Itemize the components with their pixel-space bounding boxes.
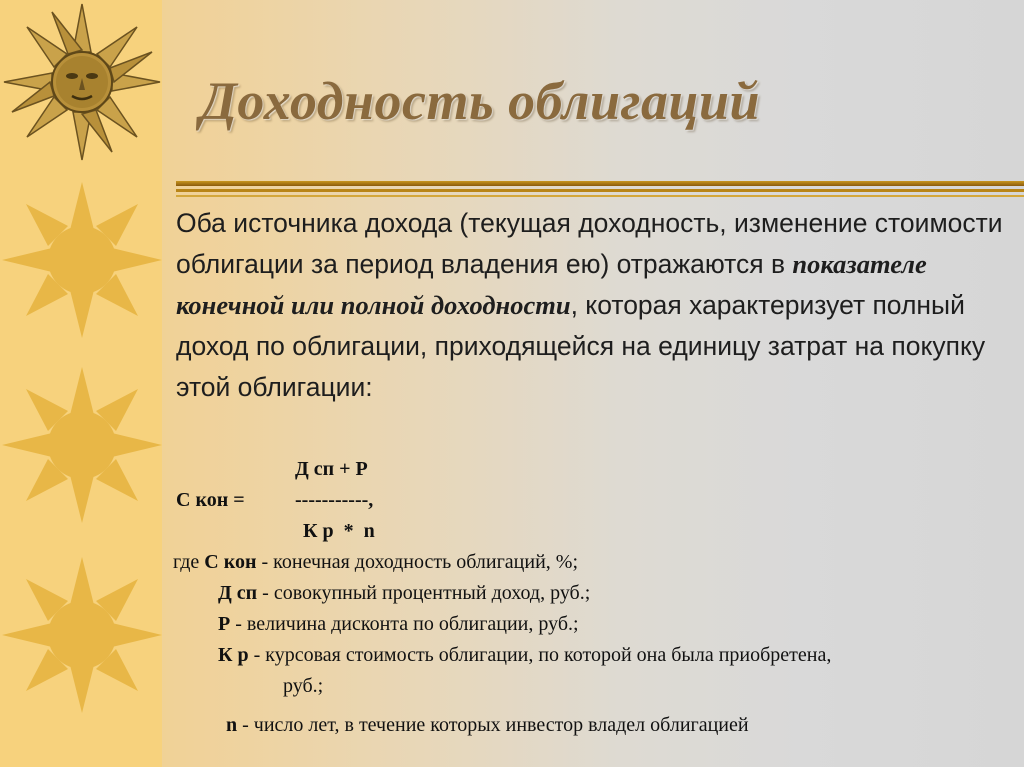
legend-line [218,644,831,667]
formula-lhs: С кон = [176,489,245,511]
title-divider [176,181,1024,186]
legend-desc: - совокупный процентный доход, руб.; [257,582,591,604]
legend-desc: - курсовая стоимость облигации, по которой она была приобретена, [248,644,832,666]
legend-desc: - число лет, в течение которых инвестор владел облигацией [237,714,749,736]
formula-numerator: Д сп + Р [295,458,368,480]
slide-title: Доходность облигаций [200,71,761,131]
paragraph-intro: Оба источника дохода (текущая доходность, изменение стоимости облигации за период владения ею) отражаются в [176,208,1003,279]
sun-icon [0,180,162,340]
sun-icon [0,555,162,715]
legend-where: где [173,551,205,573]
legend-line [218,582,590,605]
legend-term: С кон [204,551,257,573]
paragraph-rest: , которая характеризует полный доход по облигации, приходящейся на единицу затрат на покупку этой облигации: [176,290,986,402]
sun-icon [0,365,162,525]
formula-denominator: К р * n [303,520,375,542]
legend-term: n [226,714,238,736]
legend-desc: руб.; [283,675,324,697]
legend-line [226,714,749,737]
paragraph-emphasis: показателе конечной или полной доходности [176,249,927,320]
title-divider [176,189,1024,192]
gold-sun-face-icon [2,2,162,167]
legend-term: Р [218,613,231,635]
legend-line [283,675,323,698]
legend-desc: - конечная доходность облигаций, %; [256,551,579,573]
main-paragraph [176,203,1006,408]
legend-term: Д сп [218,582,258,604]
legend-term: К р [218,644,249,666]
legend-line [218,613,579,636]
title-divider [176,195,1024,197]
legend-line [173,551,578,574]
legend-desc: - величина дисконта по облигации, руб.; [230,613,579,635]
formula-fraction-bar: -----------, [295,489,374,511]
